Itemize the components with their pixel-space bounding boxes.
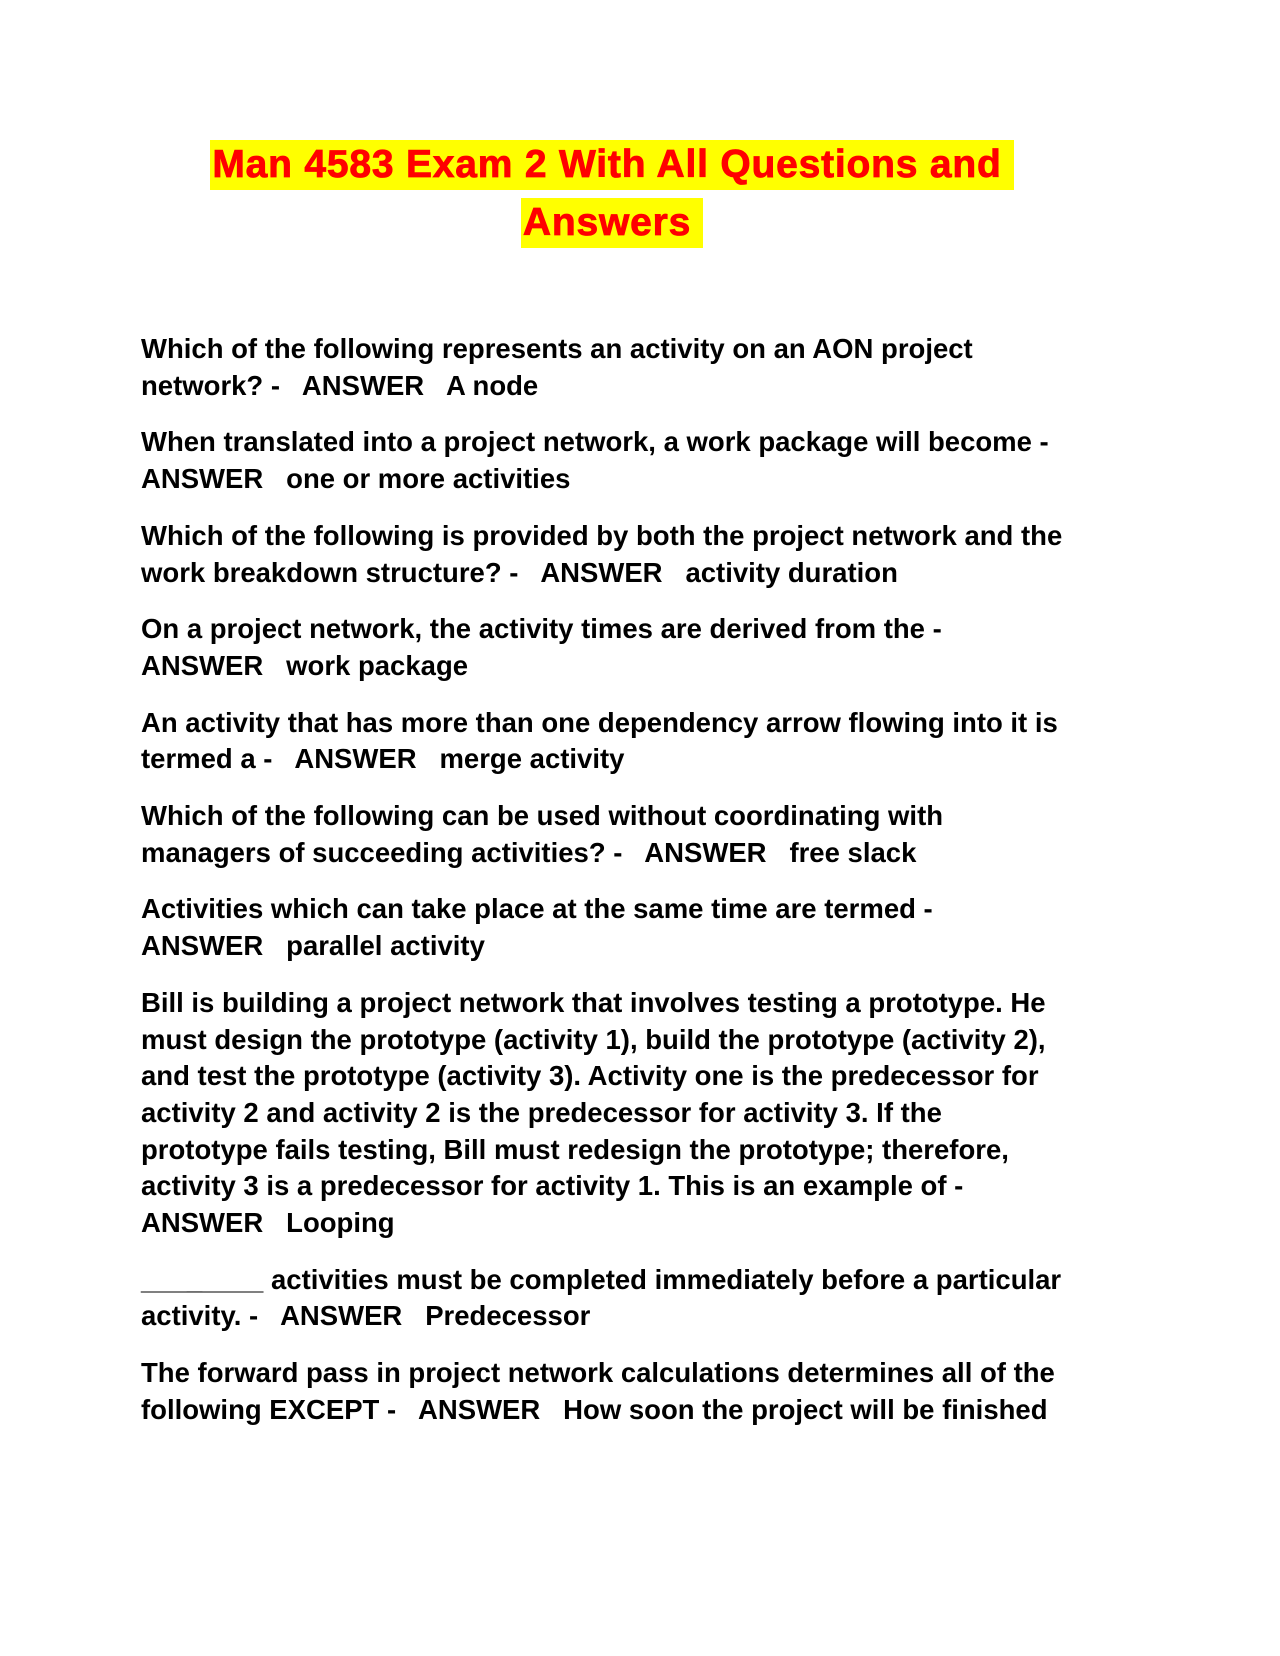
qa-text-line: activity 2 and activity 2 is the predecessor for activity 3. If the <box>141 1096 942 1128</box>
title-line-1: Man 4583 Exam 2 With All Questions and <box>210 140 1013 190</box>
qa-text-line: prototype fails testing, Bill must redesign the prototype; therefore, <box>141 1133 1009 1165</box>
question-answer-item <box>141 611 1141 684</box>
qa-text-line: When translated into a project network, a work package will become - <box>141 426 1049 458</box>
question-answer-item <box>141 798 1141 871</box>
qa-text-line: ANSWER work package <box>141 649 469 681</box>
qa-text-line: On a project network, the activity times are derived from the - <box>141 613 942 645</box>
qa-text-line: Bill is building a project network that involves testing a prototype. He <box>141 986 1046 1018</box>
qa-text-line: termed a - ANSWER merge activity <box>141 743 625 775</box>
qa-text-line: and test the prototype (activity 3). Activity one is the predecessor for <box>141 1060 1039 1092</box>
qa-text-line: ANSWER parallel activity <box>141 930 485 962</box>
qa-text-line: ________ activities must be completed immediately before a particular <box>141 1263 1062 1295</box>
question-answer-item <box>141 985 1141 1242</box>
question-answer-item <box>141 705 1141 778</box>
qa-text-line: An activity that has more than one dependency arrow flowing into it is <box>141 706 1058 738</box>
question-answer-item <box>141 424 1141 497</box>
qa-text-line: network? - ANSWER A node <box>141 369 539 401</box>
question-answer-item <box>141 1262 1141 1335</box>
qa-text-line: The forward pass in project network calculations determines all of the <box>141 1357 1055 1389</box>
document-title <box>0 140 1224 256</box>
qa-text-line: must design the prototype (activity 1), build the prototype (activity 2), <box>141 1023 1046 1055</box>
qa-text-line: following EXCEPT - ANSWER How soon the project will be finished <box>141 1393 1048 1425</box>
qa-text-line: ANSWER Looping <box>141 1207 395 1239</box>
question-answer-item <box>141 1355 1141 1428</box>
qa-text-line: Which of the following is provided by both the project network and the <box>141 519 1063 551</box>
qa-text-line: activity. - ANSWER Predecessor <box>141 1300 591 1332</box>
question-answer-item <box>141 331 1141 404</box>
qa-text-line: Which of the following represents an activity on an AON project <box>141 333 973 364</box>
qa-text-line: activity 3 is a predecessor for activity 1. This is an example of - <box>141 1170 964 1202</box>
question-answer-list <box>141 331 1141 1449</box>
qa-text-line: work breakdown structure? - ANSWER activity duration <box>141 556 898 588</box>
question-answer-item <box>141 518 1141 591</box>
qa-text-line: managers of succeeding activities? - ANSWER free slack <box>141 836 917 868</box>
title-line-2: Answers <box>521 198 703 248</box>
question-answer-item <box>141 891 1141 964</box>
qa-text-line: Which of the following can be used without coordinating with <box>141 800 944 832</box>
qa-text-line: ANSWER one or more activities <box>141 463 571 495</box>
qa-text-line: Activities which can take place at the same time are termed - <box>141 893 933 925</box>
